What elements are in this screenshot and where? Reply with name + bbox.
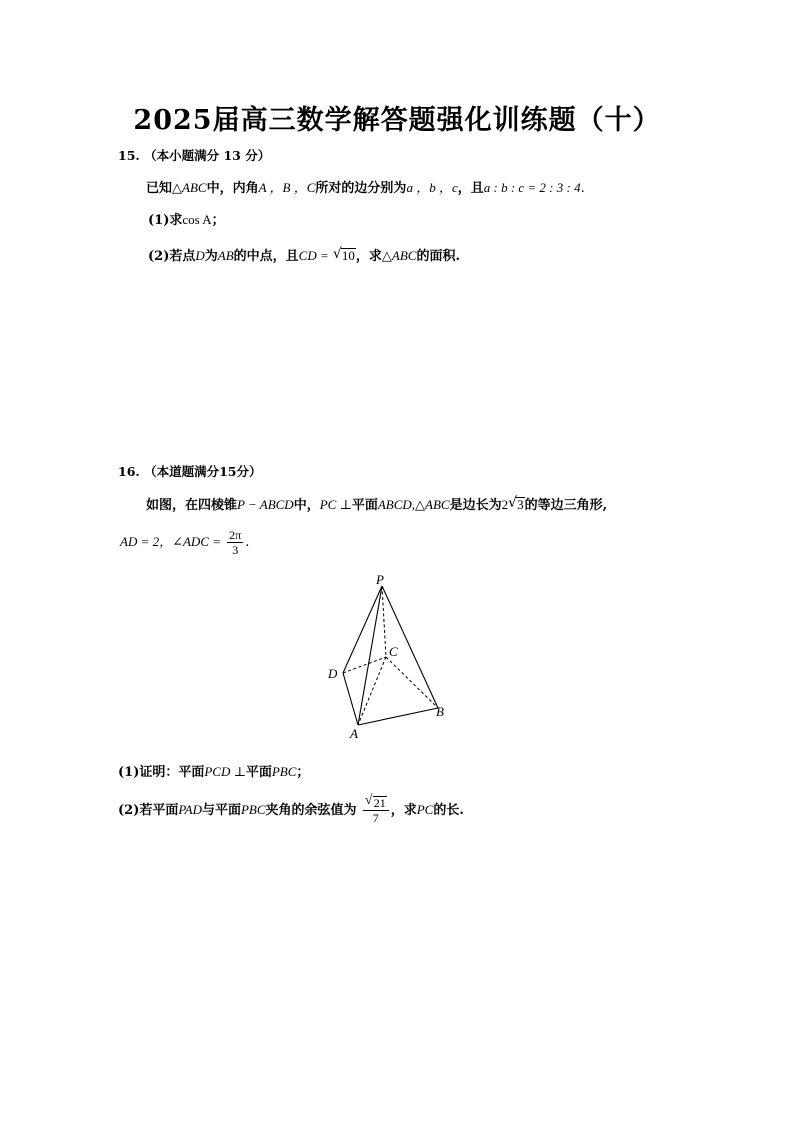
label-C: C bbox=[389, 644, 398, 659]
fraction-numerator: 2π bbox=[229, 528, 242, 542]
edge-PD bbox=[343, 586, 382, 673]
q15-part1-expr: cos A bbox=[182, 212, 212, 227]
q16-part1-text: ； bbox=[296, 765, 310, 780]
label-P: P bbox=[376, 572, 384, 587]
q15-header bbox=[118, 146, 270, 164]
q16-plane: ABCD,△ABC bbox=[377, 497, 450, 512]
q16-ad-angle: AD = 2，∠ADC = bbox=[120, 534, 222, 549]
q15-part1 bbox=[148, 209, 225, 228]
radicand: 3 bbox=[517, 497, 524, 512]
q16-part2-text: 夹角的余弦值为 bbox=[265, 803, 357, 818]
q16-part1 bbox=[118, 761, 309, 780]
q16-stem bbox=[146, 494, 607, 513]
edge-DA bbox=[343, 673, 358, 725]
q16-stem-text: 平面 bbox=[351, 498, 378, 513]
q16-line2-text: . bbox=[245, 535, 250, 550]
edge-PA bbox=[358, 586, 382, 725]
radical-icon: √ bbox=[364, 793, 373, 808]
q16-part2-pc: PC bbox=[416, 802, 434, 817]
q15-sides: a ，b ，c bbox=[406, 180, 458, 195]
q15-part2-point: D bbox=[195, 248, 205, 263]
fraction-denominator: 7 bbox=[372, 811, 379, 825]
q15-stem-text: . bbox=[580, 181, 585, 196]
q16-part2-text: 的长. bbox=[433, 803, 464, 818]
q16-score: （本道题满分15分） bbox=[144, 464, 262, 479]
q16-part2-pbc: PBC bbox=[240, 802, 266, 817]
edge-PC-hidden bbox=[382, 586, 386, 657]
q15-score: （本小题满分 13 分） bbox=[144, 148, 271, 163]
q15-part2 bbox=[148, 245, 460, 264]
q16-part1-text: 平面 bbox=[245, 765, 272, 780]
fraction-sqrt21-7 bbox=[363, 793, 389, 825]
q16-part1-pbc: PBC bbox=[271, 764, 297, 779]
q16-pyramid: P − ABCD bbox=[237, 497, 294, 512]
radical-icon: √ bbox=[332, 246, 342, 262]
q15-stem bbox=[146, 177, 585, 196]
q15-part2-cd: CD = bbox=[298, 248, 329, 263]
sqrt-10 bbox=[333, 248, 356, 264]
q15-part2-text: 为 bbox=[204, 249, 218, 264]
q16-number: 16. bbox=[118, 464, 140, 479]
q15-part1-label: (1)求 bbox=[148, 213, 183, 228]
page-title: 2025届高三数学解答题强化训练题（十） bbox=[133, 105, 661, 136]
radicand: 21 bbox=[373, 796, 386, 810]
label-D: D bbox=[328, 666, 338, 681]
radical-icon: √ bbox=[508, 495, 518, 511]
fraction-denominator: 3 bbox=[232, 543, 239, 557]
q15-ratio: a : b : c = 2 : 3 : 4 bbox=[483, 180, 581, 195]
q15-part2-text: ，求 bbox=[355, 249, 382, 264]
radicand: 10 bbox=[341, 248, 355, 263]
q15-part2-text: 的中点，且 bbox=[233, 249, 299, 264]
edge-CA-hidden bbox=[358, 657, 386, 725]
q16-stem-text: 是边长为 bbox=[449, 498, 502, 513]
label-B: B bbox=[436, 704, 444, 719]
q15-part2-text: 的面积. bbox=[416, 249, 461, 264]
q16-header bbox=[118, 462, 262, 480]
q16-stem-text: 如图，在四棱锥 bbox=[146, 498, 238, 513]
q15-angles: A ，B ，C bbox=[258, 180, 316, 195]
q16-line2 bbox=[120, 528, 249, 557]
q15-stem-text: 已知 bbox=[146, 181, 173, 196]
q15-stem-text: ，且 bbox=[457, 181, 484, 196]
pyramid-figure bbox=[320, 570, 460, 745]
q16-side-coef: 2 bbox=[501, 497, 509, 512]
q16-part2 bbox=[118, 793, 464, 825]
sqrt-3 bbox=[508, 497, 525, 513]
q15-part2-segment: AB bbox=[217, 248, 234, 263]
q15-part1-text: ； bbox=[211, 213, 225, 228]
q16-part1-label: (1)证明：平面 bbox=[118, 765, 205, 780]
edge-CB-hidden bbox=[386, 657, 438, 708]
q15-part2-label: (2)若点 bbox=[148, 249, 196, 264]
q15-triangle: △ABC bbox=[172, 180, 207, 195]
q16-part2-label: (2)若平面 bbox=[118, 803, 179, 818]
q15-number: 15. bbox=[118, 148, 140, 163]
fraction-2pi-3 bbox=[227, 528, 243, 557]
label-A: A bbox=[350, 726, 358, 741]
q16-part2-pad: PAD bbox=[178, 802, 202, 817]
q15-stem-text: 所对的边分别为 bbox=[315, 181, 407, 196]
q16-perp: PC ⊥ bbox=[319, 497, 352, 512]
q15-stem-text: 中，内角 bbox=[206, 181, 259, 196]
q15-part2-triangle: △ABC bbox=[381, 248, 417, 263]
sqrt-21 bbox=[364, 793, 387, 810]
q16-part2-text: 与平面 bbox=[201, 803, 241, 818]
q16-part2-text: ，求 bbox=[390, 803, 417, 818]
edge-AB bbox=[358, 708, 438, 725]
q16-part1-pcd: PCD ⊥ bbox=[204, 764, 246, 779]
fraction-numerator bbox=[363, 793, 389, 811]
q16-stem-text: 的等边三角形, bbox=[524, 498, 608, 513]
q16-stem-text: 中， bbox=[293, 498, 320, 513]
